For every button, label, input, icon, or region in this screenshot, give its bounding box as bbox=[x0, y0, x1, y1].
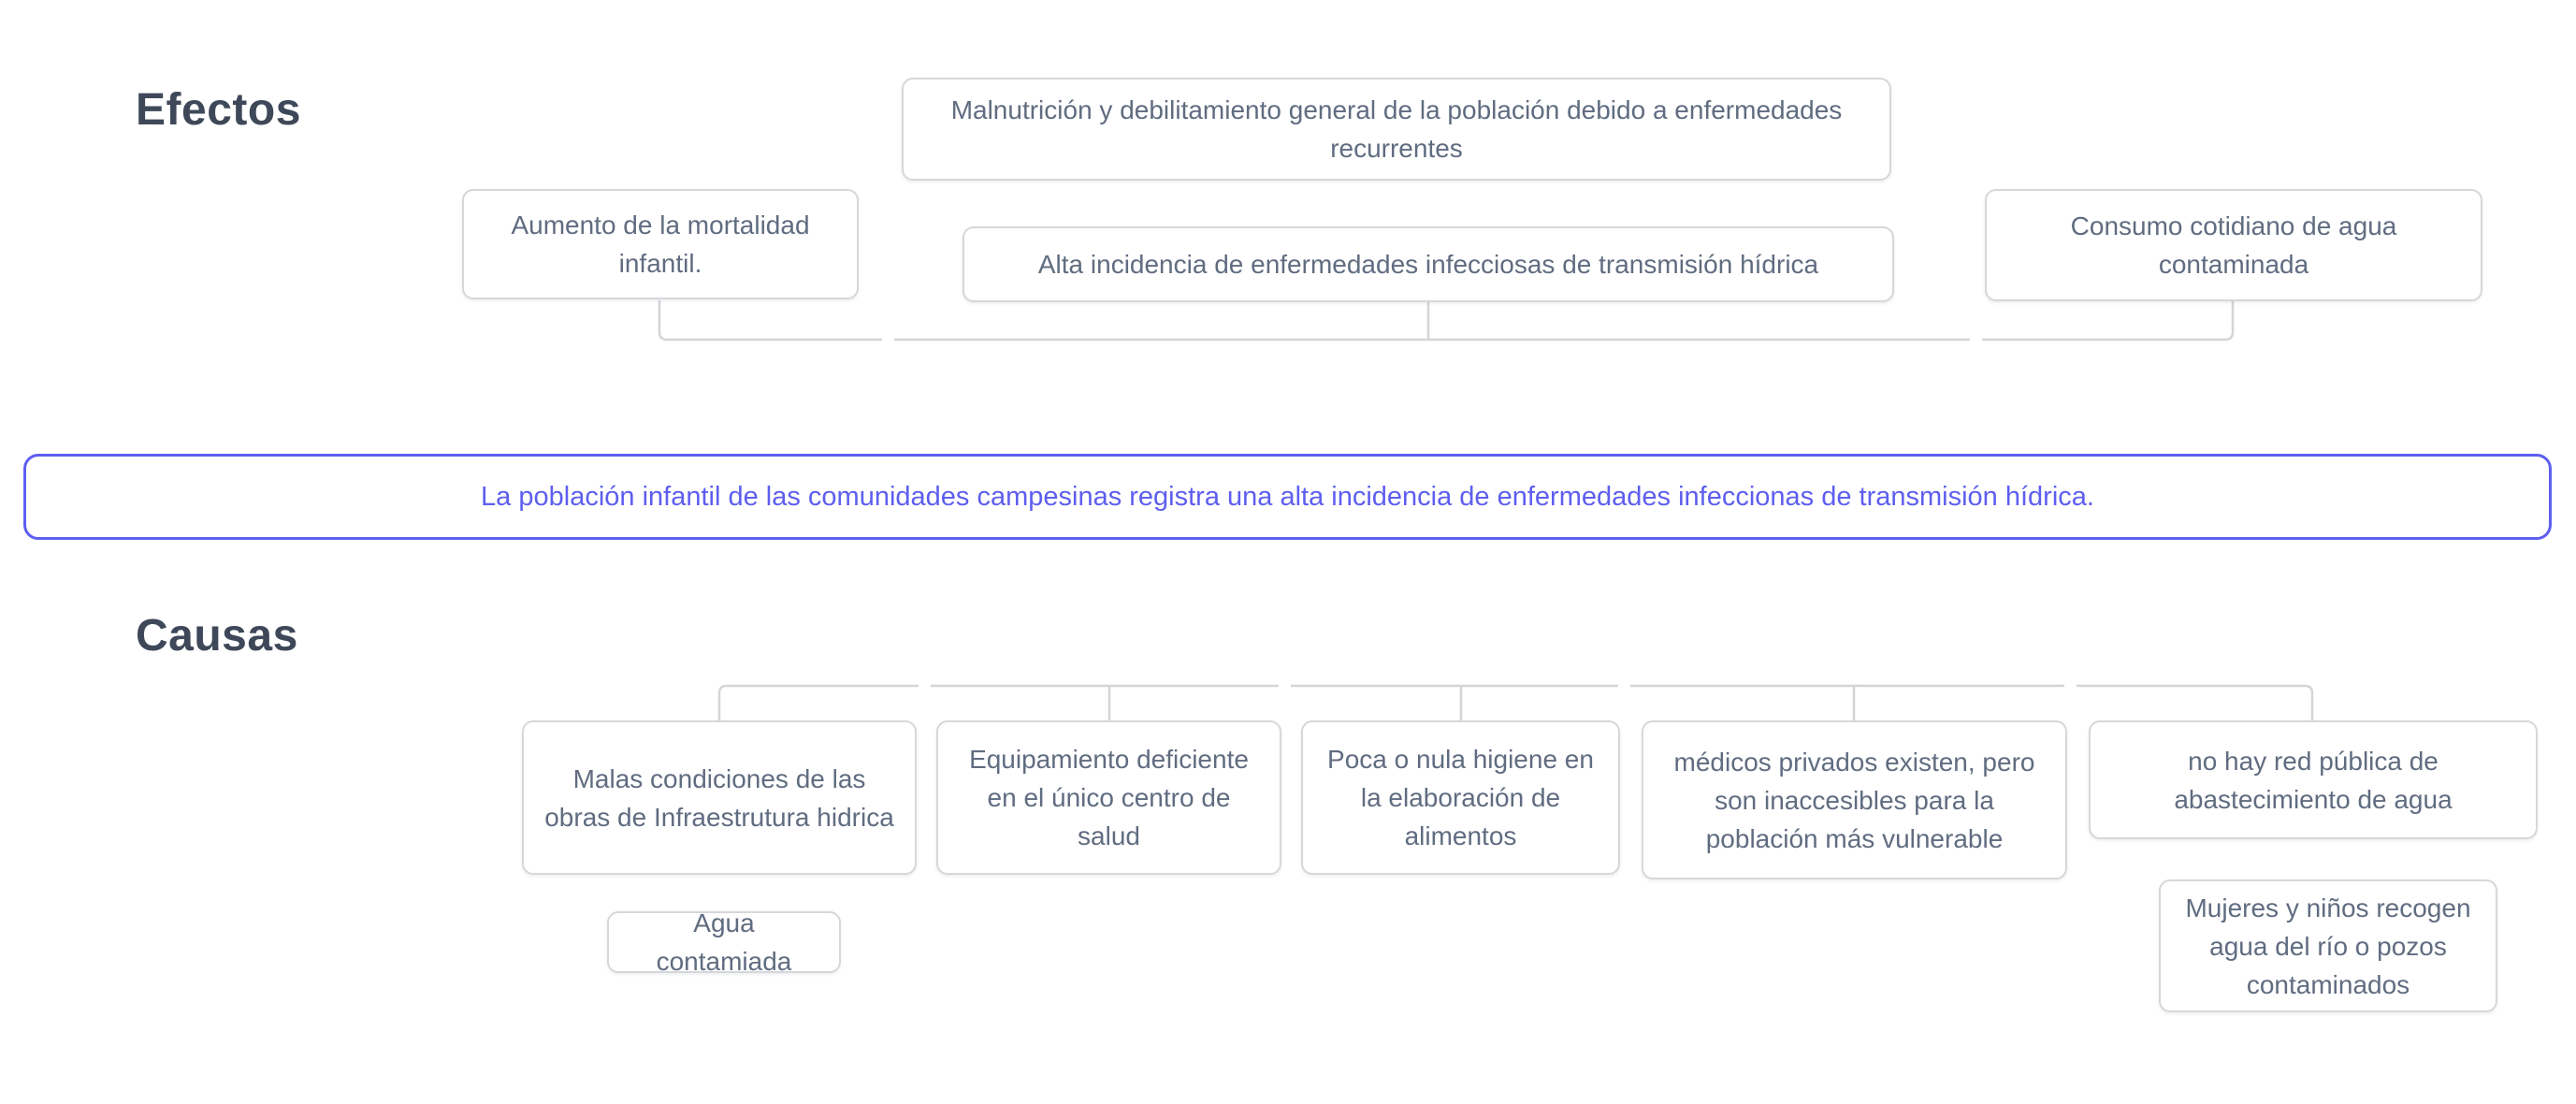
cause-node-equipamiento[interactable]: Equipamiento deficiente en el único centro de salud bbox=[936, 720, 1281, 875]
cause-node-higiene-alimentos[interactable]: Poca o nula higiene en la elaboración de alimentos bbox=[1301, 720, 1620, 875]
cause-node-red-publica[interactable]: no hay red pública de abastecimiento de agua bbox=[2089, 720, 2538, 839]
effects-connector-right-elbow bbox=[1982, 301, 2233, 340]
effect-node-mortalidad-infantil[interactable]: Aumento de la mortalidad infantil. bbox=[462, 189, 859, 299]
causes-section-heading: Causas bbox=[136, 611, 298, 661]
causes-connector-right-elbow bbox=[2077, 686, 2312, 721]
causes-connector-left-elbow bbox=[719, 686, 919, 721]
cause-node-agua-contaminada[interactable]: Agua contamiada bbox=[607, 911, 841, 973]
effect-node-malnutricion[interactable]: Malnutrición y debilitamiento general de la población debido a enfermedades recurrentes bbox=[902, 78, 1891, 181]
cause-node-mujeres-ninos[interactable]: Mujeres y niños recogen agua del río o pozos contaminados bbox=[2159, 879, 2497, 1012]
effects-section-heading: Efectos bbox=[136, 85, 301, 135]
effects-connector-left-elbow bbox=[659, 300, 882, 340]
central-problem-statement[interactable]: La población infantil de las comunidades campesinas registra una alta incidencia de enfermedades infeccionas de transmisión hídrica. bbox=[23, 454, 2552, 540]
cause-node-medicos-privados[interactable]: médicos privados existen, pero son inaccesibles para la población más vulnerable bbox=[1642, 720, 2067, 879]
cause-node-infraestructura[interactable]: Malas condiciones de las obras de Infraestrutura hidrica bbox=[522, 720, 917, 875]
effect-node-alta-incidencia[interactable]: Alta incidencia de enfermedades infecciosas de transmisión hídrica bbox=[962, 226, 1894, 302]
effect-node-consumo-agua[interactable]: Consumo cotidiano de agua contaminada bbox=[1985, 189, 2482, 301]
